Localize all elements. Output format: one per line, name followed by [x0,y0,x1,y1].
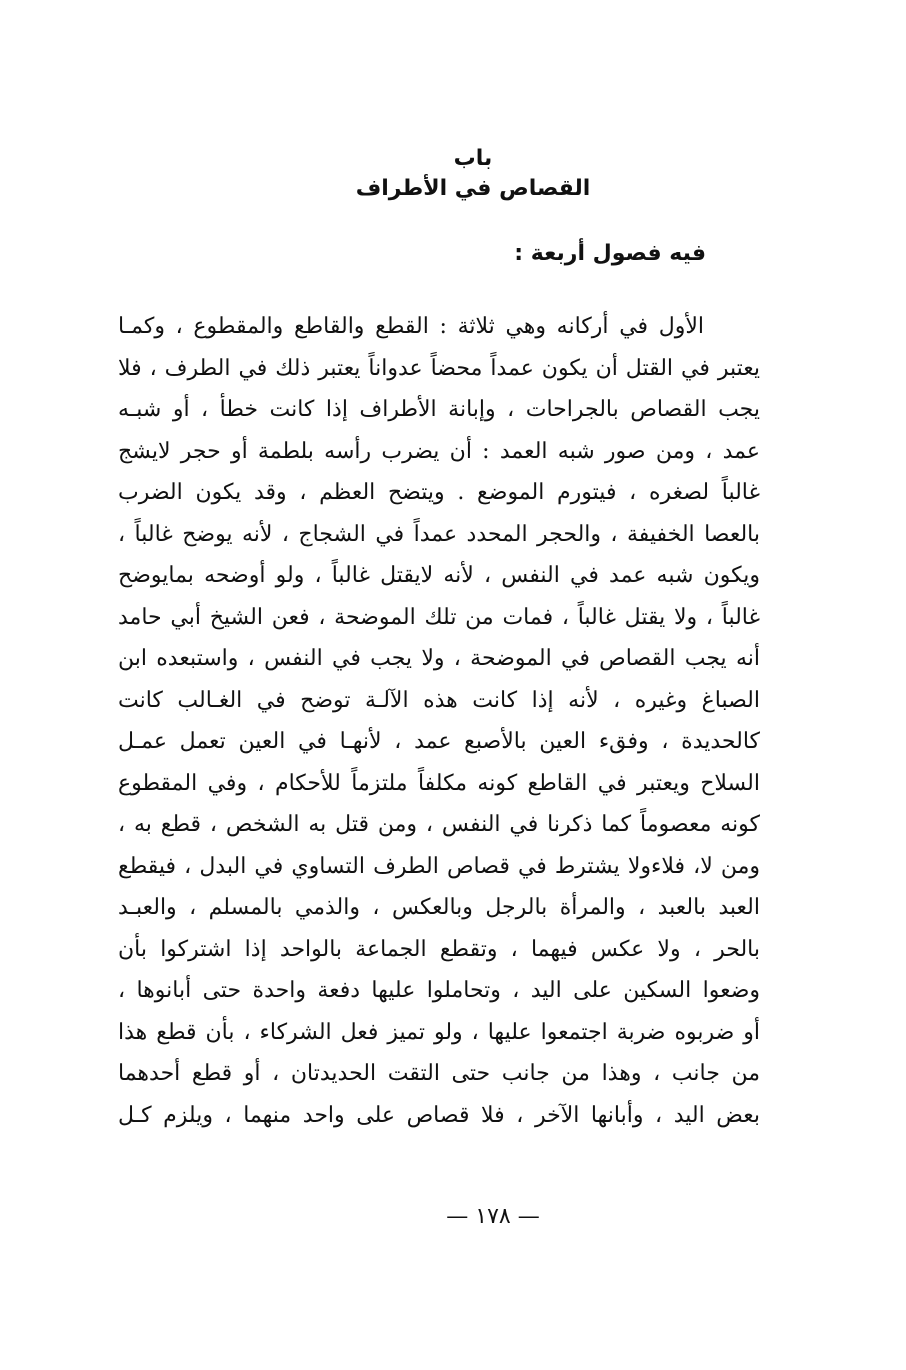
text-line: ومن لا، فلاءولا يشترط في قصاص الطرف التساوي في البدل ، فيقطع [118,853,760,879]
text-line: غالباً ، ولا يقتل غالباً ، فمات من تلك الموضحة ، فعن الشيخ أبي حامد [118,604,760,630]
text-line: أو ضربوه ضربة اجتمعوا عليها ، ولو تميز فعل الشركاء ، بأن قطع هذا [118,1019,760,1045]
text-line: وضعوا السكين على اليد ، وتحاملوا عليها دفعة واحدة حتى أبانوها ، [118,978,760,1003]
body-paragraph [118,306,760,1136]
text-line: يجب القصاص بالجراحات ، وإبانة الأطراف إذا كانت خطأ ، أو شبـه [118,397,760,422]
text-line: غالباً لصغره ، فيتورم الموضع . ويتضح العظم ، وقد يكون الضرب [118,480,760,505]
text-line: كونه معصوماً كما ذكرنا في النفس ، ومن قتل به الشخص ، قطع به ، [118,812,760,837]
text-line: الصباغ وغيره ، لأنه إذا كانت هذه الآلـة توضح في الغـالب كانت [118,687,760,713]
section-intro: فيه فصول أربعة : [514,241,706,266]
text-line: السلاح ويعتبر في القاطع كونه مكلفاً ملتزماً للأحكام ، وفي المقطوع [118,770,760,796]
text-line: أنه يجب القصاص في الموضحة ، ولا يجب في النفس ، واستبعده ابن [118,646,760,671]
text-line: ويكون شبه عمد في النفس ، لأنه لايقتل غالباً ، ولو أوضحه بمايوضح [118,563,760,588]
text-line: من جانب ، وهذا من جانب حتى التقت الحديدتان ، أو قطع أحدهما [118,1061,760,1086]
text-line: عمد ، ومن صور شبه العمد : أن يضرب رأسه بلطمة أو حجر لايشج [118,438,760,464]
text-line: بعض اليد ، وأبانها الآخر ، فلا قصاص على واحد منهما ، ويلزم كـل [118,1102,760,1128]
text-line: بالحر ، ولا عكس فيهما ، وتقطع الجماعة بالواحد إذا اشتركوا بأن [118,936,760,962]
page-number: — ١٧٨ — [446,1204,540,1229]
text-line: كالحديدة ، وفقء العين بالأصبع عمد ، لأنهـا في العين تعمل عمـل [118,729,760,754]
text-line: بالعصا الخفيفة ، والحجر المحدد عمداً في الشجاج ، لأنه يوضح غالباً ، [118,521,760,547]
text-line: يعتبر في القتل أن يكون عمداً محضاً عدواناً يعتبر ذلك في الطرف ، فلا [118,355,760,381]
text-line: الأول في أركانه وهي ثلاثة : القطع والقاطع والمقطوع ، وكمـا [118,314,704,339]
chapter-title: القصاص في الأطراف [355,176,591,201]
chapter-label: باب [453,146,493,171]
text-line: العبد بالعبد ، والمرأة بالرجل وبالعكس ، والذمي بالمسلم ، والعبـد [118,895,760,920]
